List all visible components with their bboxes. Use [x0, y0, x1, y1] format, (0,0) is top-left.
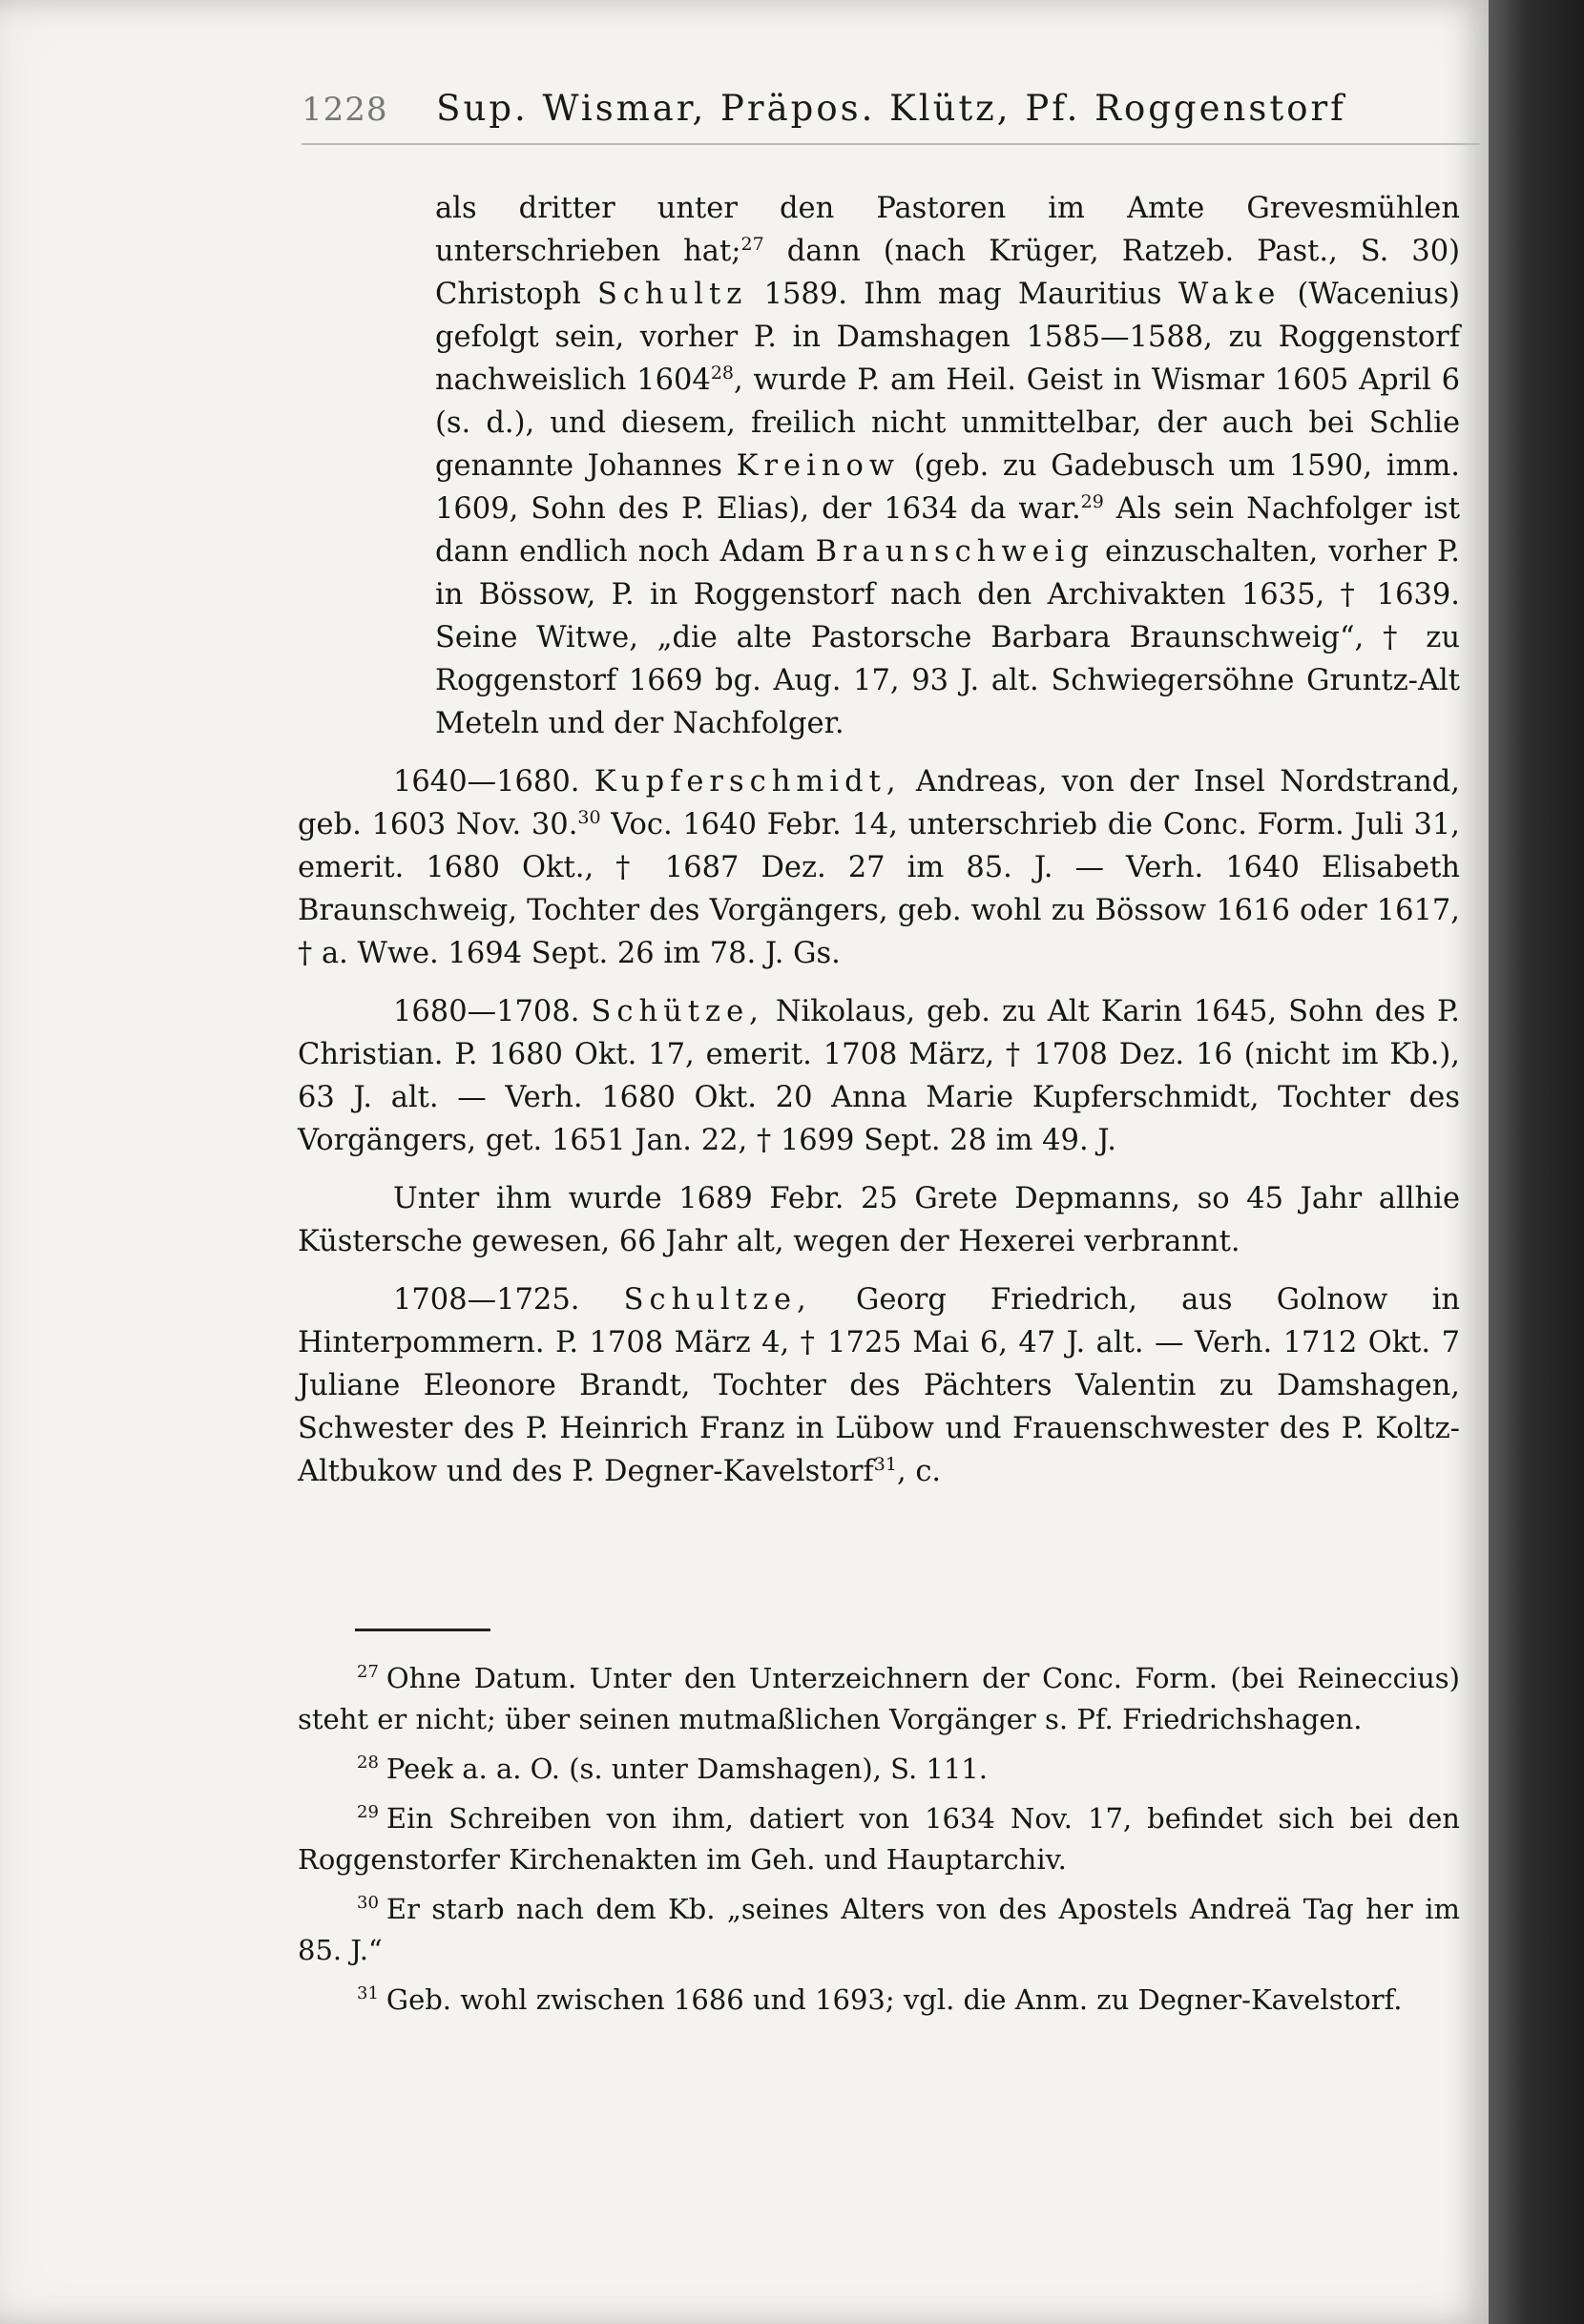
text-run: Andreas, von der Insel Nordstrand, geb. 1603 Nov. 30. [298, 765, 1460, 841]
entry-years: 1680—1708. [393, 995, 580, 1028]
text-run: als dritter unter den Pastoren im Amte Grevesmühlen unterschrieben hat; [435, 192, 1460, 268]
page-header [302, 88, 1370, 137]
entry-schultze [298, 1278, 1460, 1493]
entry-years: 1640—1680. [393, 765, 580, 799]
entry-schuetze [298, 990, 1460, 1162]
text-run: Voc. 1640 Febr. 14, unterschrieb die Conc. Form. Juli 31, emerit. 1680 Okt., † 1687 Dez. 27 im 85. J. — Verh. 1640 Elisabeth Braunschweig, Tochter des Vorgängers, geb. wohl zu Bössow 1616 oder 1617, † a. Wwe. 1694 Sept. 26 im 78. J. Gs. [298, 808, 1460, 970]
paragraph-witch-trial: Unter ihm wurde 1689 Febr. 25 Grete Depmanns, so 45 Jahr allhie Küstersche gewesen, 66 Jahr alt, wegen der Hexerei verbrannt. [298, 1182, 1460, 1258]
footnote-ref-30: 30 [577, 806, 601, 828]
footnote-ref-29: 29 [1080, 490, 1104, 512]
footnote-number: 27 [357, 1662, 379, 1683]
footnote-31 [298, 1980, 1460, 2021]
entry-kupferschmidt [298, 760, 1460, 975]
person-name: Braunschweig [815, 535, 1094, 569]
footnote-ref-27: 27 [740, 233, 764, 255]
person-name: Schultze, [623, 1283, 812, 1317]
text-run: dann (nach Krüger, Ratzeb. Past., S. 30) Christoph [435, 235, 1460, 311]
person-name: Schütze, [591, 995, 764, 1028]
footnote-29 [298, 1798, 1460, 1880]
footnote-27 [298, 1658, 1460, 1740]
text-run: Als sein Nachfolger ist dann endlich noch Adam [435, 492, 1460, 569]
page-number: 1228 [302, 91, 388, 129]
footnote-text: Ein Schreiben von ihm, datiert von 1634 Nov. 17, befindet sich bei den Roggenstorfer Kirchenakten im Geh. und Hauptarchiv. [298, 1802, 1460, 1876]
footnote-number: 28 [357, 1753, 379, 1774]
footnote-number: 30 [357, 1893, 379, 1914]
entry-years: 1708—1725. [393, 1283, 580, 1317]
header-rule [302, 143, 1480, 145]
footnote-ref-28: 28 [710, 362, 734, 384]
footnotes [298, 1658, 1460, 2029]
main-text [298, 187, 1460, 1493]
footnote-number: 29 [357, 1802, 379, 1823]
paragraph-predecessors [298, 187, 1460, 745]
person-name: Kreinow [736, 449, 900, 483]
footnote-text: Ohne Datum. Unter den Unterzeichnern der Conc. Form. (bei Reineccius) steht er nicht; über seinen mutmaßlichen Vorgänger s. Pf. Friedrichshagen. [298, 1662, 1460, 1735]
page-edge-shadow [1489, 0, 1584, 2324]
text-run: (geb. zu Gadebusch um 1590, imm. 1609, Sohn des P. Elias), der 1634 da war. [435, 449, 1460, 526]
text-run: 1589. Ihm mag Mauritius [747, 278, 1178, 311]
person-name: Kupferschmidt, [594, 765, 902, 799]
footnote-30 [298, 1889, 1460, 1971]
running-title: Sup. Wismar, Präpos. Klütz, Pf. Roggenstorf [436, 88, 1346, 129]
footnote-number: 31 [357, 1983, 379, 2004]
person-name: Wake [1178, 278, 1282, 311]
text-run: (Wacenius) gefolgt sein, vorher P. in Damshagen 1585—1588, zu Roggenstorf nachweislich 1604 [435, 278, 1460, 397]
person-name: Schultz [597, 278, 748, 311]
text-run: Georg Friedrich, aus Golnow in Hinterpommern. P. 1708 März 4, † 1725 Mai 6, 47 J. alt. — Verh. 1712 Okt. 7 Juliane Eleonore Brandt, Tochter des Pächters Valentin zu Damshagen, Schwester des P. Heinrich Franz in Lübow und Frauenschwester des P. Koltz-Altbukow und des P. Degner-Kavelstorf [298, 1283, 1460, 1488]
footnote-text: Geb. wohl zwischen 1686 und 1693; vgl. die Anm. zu Degner-Kavelstorf. [386, 1983, 1403, 2016]
text-run: einzuschalten, vorher P. in Bössow, P. in Roggenstorf nach den Archivakten 1635, † 1639. Seine Witwe, „die alte Pastorsche Barbara Braunschweig“, † zu Roggenstorf 1669 bg. Aug. 17, 93 J. alt. Schwiegersöhne Gruntz-Alt Meteln und der Nachfolger. [435, 535, 1460, 740]
footnote-28 [298, 1749, 1460, 1790]
footnote-rule [355, 1629, 490, 1631]
text-run: Nikolaus, geb. zu Alt Karin 1645, Sohn des P. Christian. P. 1680 Okt. 17, emerit. 1708 März, † 1708 Dez. 16 (nicht im Kb.), 63 J. alt. — Verh. 1680 Okt. 20 Anna Marie Kupferschmidt, Tochter des Vorgängers, get. 1651 Jan. 22, † 1699 Sept. 28 im 49. J. [298, 995, 1460, 1157]
text-run: , c. [896, 1455, 942, 1488]
text-run: , wurde P. am Heil. Geist in Wismar 1605 April 6 (s. d.), und diesem, freilich nicht unmittelbar, der auch bei Schlie genannte Johannes [435, 363, 1460, 483]
footnote-text: Er starb nach dem Kb. „seines Alters von des Apostels Andreä Tag her im 85. J.“ [298, 1893, 1460, 1966]
footnote-text: Peek a. a. O. (s. unter Damshagen), S. 111. [386, 1753, 988, 1785]
footnote-ref-31: 31 [873, 1453, 897, 1475]
